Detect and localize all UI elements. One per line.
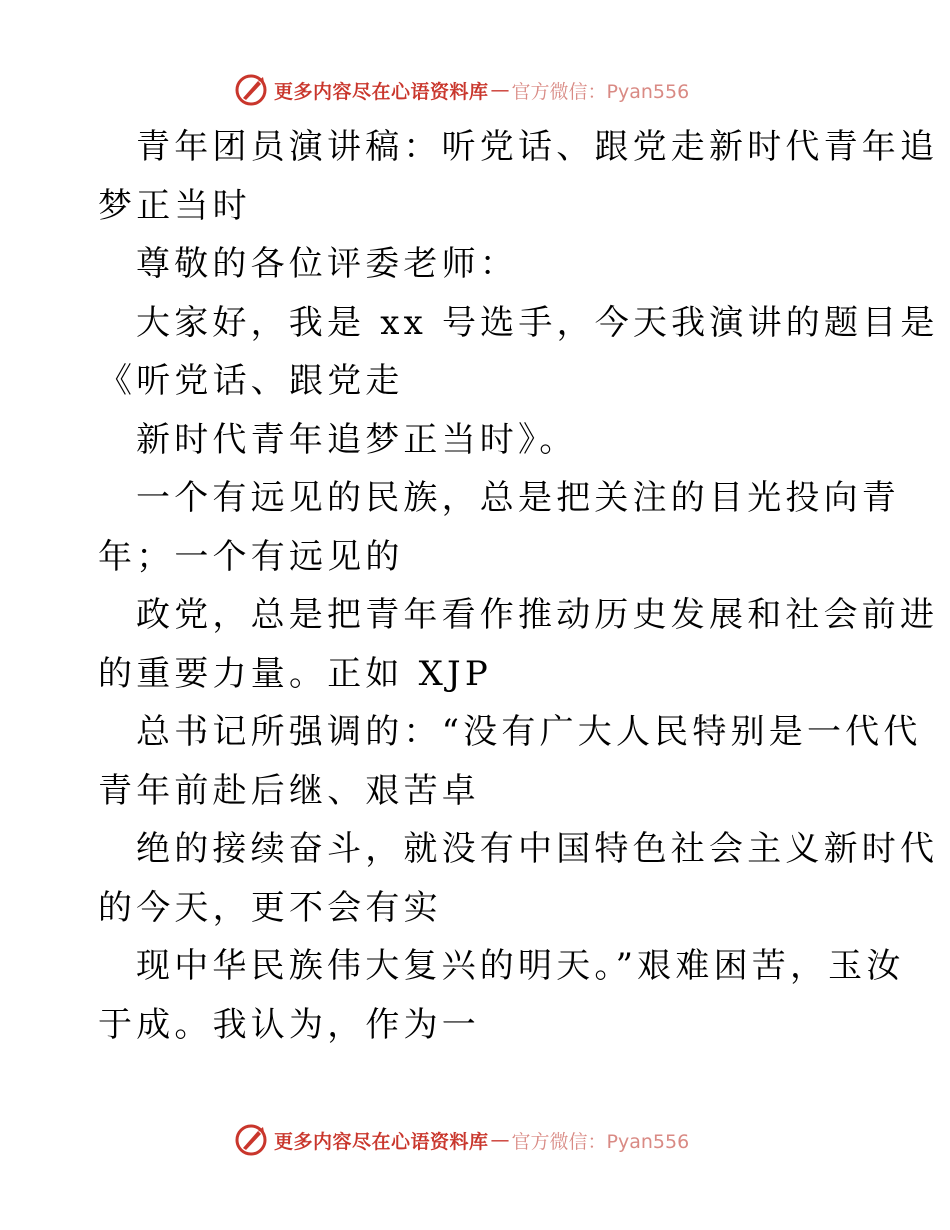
text-line: 梦正当时 xyxy=(98,185,251,226)
text-line: 大家好，我是 xx 号选手，今天我演讲的题目是 xyxy=(136,302,939,343)
text-line: 年；一个有远见的 xyxy=(98,536,404,577)
text-line: 绝的接续奋斗，就没有中国特色社会主义新时代 xyxy=(136,829,939,869)
text-line: 青年团员演讲稿：听党话、跟党走新时代青年追 xyxy=(136,127,939,167)
watermark-main-text: 更多内容尽在心语资料库 xyxy=(274,1130,489,1153)
header-watermark xyxy=(234,72,689,108)
text-line: 青年前赴后继、艰苦卓 xyxy=(98,770,480,811)
text-line: 政党，总是把青年看作推动历史发展和社会前进 xyxy=(136,595,939,635)
footer-watermark xyxy=(234,1122,689,1158)
watermark-wechat-text: 官方微信：Pyan556 xyxy=(511,1130,690,1153)
text-line: 《听党话、跟党走 xyxy=(98,361,404,401)
text-line: 于成。我认为，作为一 xyxy=(98,1004,480,1045)
text-line: 现中华民族伟大复兴的明天。”艰难困苦，玉汝 xyxy=(136,946,905,986)
text-line: 新时代青年追梦正当时》。 xyxy=(136,419,578,460)
text-line: 一个有远见的民族，总是把关注的目光投向青 xyxy=(136,478,900,518)
quill-pen-logo-icon xyxy=(234,1123,268,1157)
watermark-wechat-text: 官方微信：Pyan556 xyxy=(511,80,690,103)
text-line: 的重要力量。正如 XJP xyxy=(98,653,492,694)
watermark-separator: — xyxy=(490,1129,510,1151)
text-line: 尊敬的各位评委老师： xyxy=(136,244,518,284)
watermark-main-text: 更多内容尽在心语资料库 xyxy=(274,80,489,103)
text-line: 总书记所强调的：“没有广大人民特别是一代代 xyxy=(136,712,922,752)
document-body xyxy=(98,118,939,1054)
quill-pen-logo-icon xyxy=(234,73,268,107)
watermark-separator: — xyxy=(490,79,510,101)
text-line: 的今天，更不会有实 xyxy=(98,887,442,928)
